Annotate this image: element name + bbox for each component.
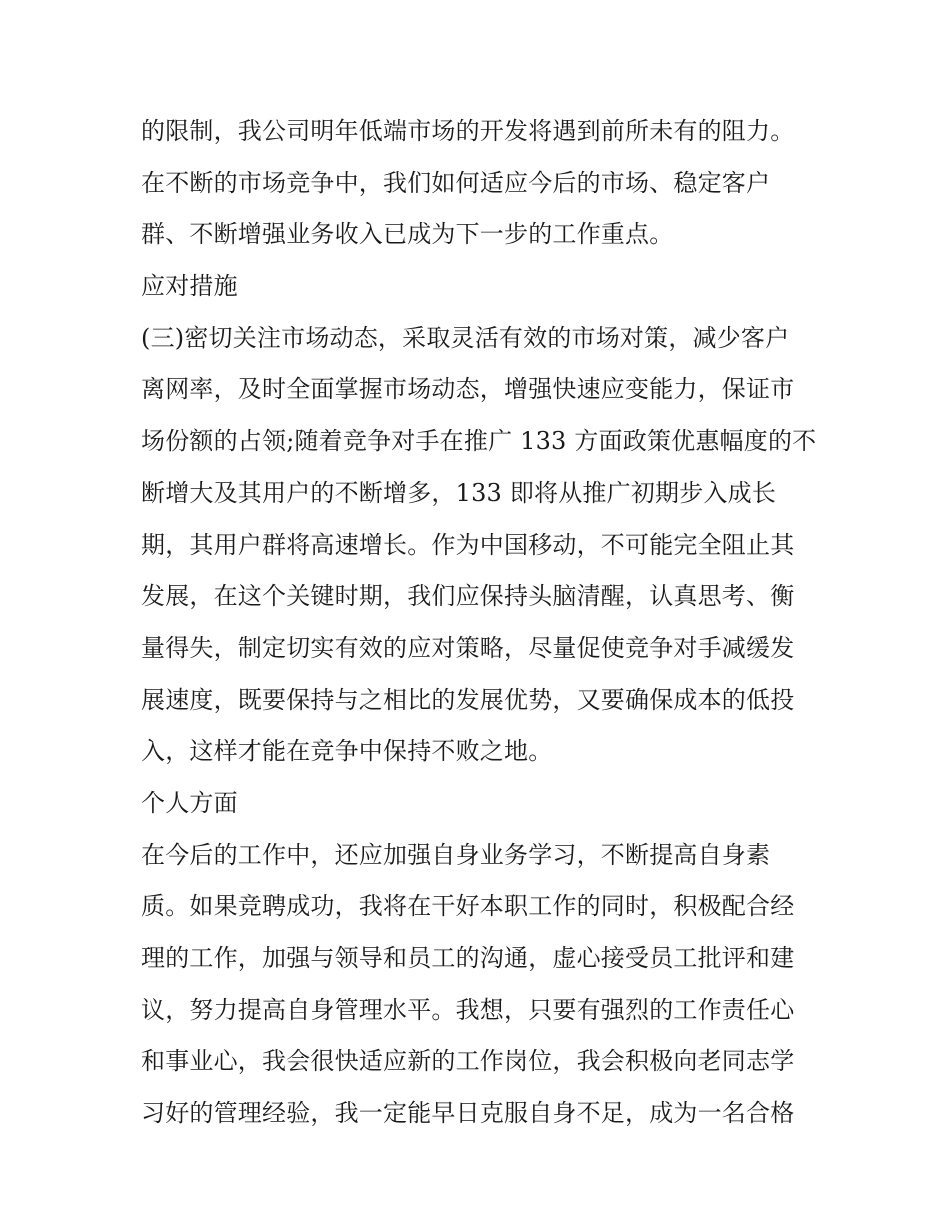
paragraph-line: 在今后的工作中，还应加强自身业务学习，不断提高自身素 (141, 840, 771, 869)
paragraph-line: 和事业心，我会很快适应新的工作岗位，我会积极向老同志学 (141, 1047, 795, 1076)
paragraph-line: 群、不断增强业务收入已成为下一步的工作重点。 (141, 220, 674, 249)
section-heading: 应对措施 (141, 272, 238, 301)
paragraph-line: 量得失，制定切实有效的应对策略，尽量促使竞争对手减缓发 (141, 633, 795, 662)
paragraph-line: 习好的管理经验，我一定能早日克服自身不足，成为一名合格 (141, 1099, 795, 1128)
paragraph-line: 入，这样才能在竞争中保持不败之地。 (141, 737, 553, 766)
paragraph-line: 发展，在这个关键时期，我们应保持头脑清醒，认真思考、衡 (141, 582, 795, 611)
paragraph-line: 离网率，及时全面掌握市场动态，增强快速应变能力，保证市 (141, 375, 795, 404)
paragraph-line: 质。如果竞聘成功，我将在干好本职工作的同时，积极配合经 (141, 892, 795, 921)
document-body (141, 106, 821, 1140)
paragraph-line: (三)密切关注市场动态，采取灵活有效的市场对策，减少客户 (141, 323, 790, 352)
paragraph-line: 议，努力提高自身管理水平。我想，只要有强烈的工作责任心 (141, 995, 795, 1024)
paragraph-line: 断增大及其用户的不断增多，133 即将从推广初期步入成长 (141, 478, 777, 507)
paragraph-line: 理的工作，加强与领导和员工的沟通，虚心接受员工批评和建 (141, 944, 795, 972)
paragraph-line: 期，其用户群将高速增长。作为中国移动，不可能完全阻止其 (141, 530, 795, 559)
section-heading: 个人方面 (141, 788, 238, 817)
paragraph-line: 在不断的市场竞争中，我们如何适应今后的市场、稳定客户 (141, 168, 771, 197)
paragraph-line: 场份额的占领;随着竞争对手在推广 133 方面政策优惠幅度的不 (141, 427, 817, 456)
paragraph-line: 展速度，既要保持与之相比的发展优势，又要确保成本的低投 (141, 685, 795, 714)
paragraph-line: 的限制，我公司明年低端市场的开发将遇到前所未有的阻力。 (141, 117, 795, 145)
